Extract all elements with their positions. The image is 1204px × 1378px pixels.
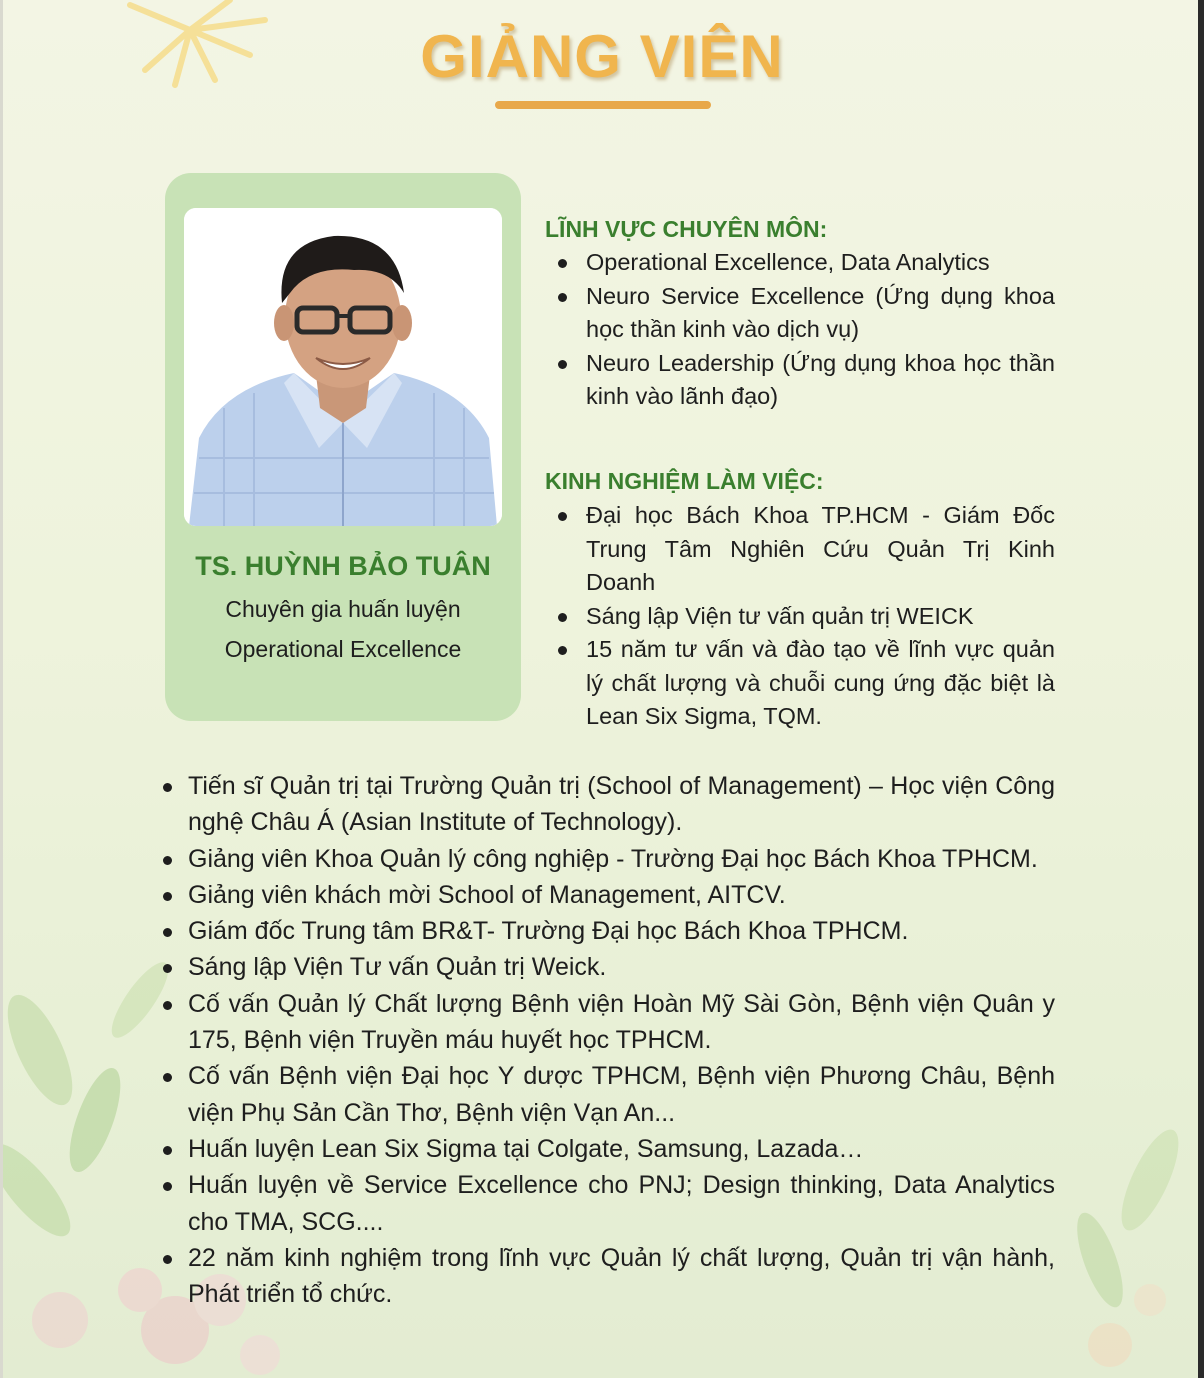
list-item: Giảng viên khách mời School of Management, AITCV.	[160, 877, 1055, 913]
lecturer-name: TS. HUỲNH BẢO TUÂN	[195, 551, 491, 581]
portrait-illustration	[184, 208, 502, 526]
title-underline	[495, 101, 711, 109]
right-edge	[1198, 0, 1204, 1378]
expertise-list	[557, 246, 1055, 414]
experience-heading: KINH NGHIỆM LÀM VIỆC:	[545, 468, 824, 494]
list-item: Giám đốc Trung tâm BR&T- Trường Đại học Bách Khoa TPHCM.	[160, 913, 1055, 949]
background-list	[160, 768, 1055, 1312]
list-item: Operational Excellence, Data Analytics	[557, 246, 1055, 280]
list-item: 22 năm kinh nghiệm trong lĩnh vực Quản lý chất lượng, Quản trị vận hành, Phát triển tổ chức.	[160, 1240, 1055, 1313]
list-item: Đại học Bách Khoa TP.HCM - Giám Đốc Trung Tâm Nghiên Cứu Quản Trị Kinh Doanh	[557, 499, 1055, 600]
left-edge	[0, 0, 3, 1378]
list-item: Neuro Leadership (Ứng dụng khoa học thần kinh vào lãnh đạo)	[557, 347, 1055, 414]
list-item: Sáng lập Viện tư vấn quản trị WEICK	[557, 600, 1055, 634]
profile-card	[165, 173, 521, 721]
page-title: GIẢNG VIÊN	[420, 23, 784, 90]
list-item: Cố vấn Bệnh viện Đại học Y dược TPHCM, Bệnh viện Phương Châu, Bệnh viện Phụ Sản Cần Thơ, Bệnh viện Vạn An...	[160, 1058, 1055, 1131]
list-item: Cố vấn Quản lý Chất lượng Bệnh viện Hoàn Mỹ Sài Gòn, Bệnh viện Quân y 175, Bệnh viện Truyền máu huyết học TPHCM.	[160, 986, 1055, 1059]
expertise-heading: LĨNH VỰC CHUYÊN MÔN:	[545, 216, 828, 242]
lecturer-role-line-1: Chuyên gia huấn luyện	[225, 596, 461, 622]
list-item: Tiến sĩ Quản trị tại Trường Quản trị (School of Management) – Học viện Công nghệ Châu Á (Asian Institute of Technology).	[160, 768, 1055, 841]
list-item: Huấn luyện Lean Six Sigma tại Colgate, Samsung, Lazada…	[160, 1131, 1055, 1167]
list-item: 15 năm tư vấn và đào tạo về lĩnh vực quản lý chất lượng và chuỗi cung ứng đặc biệt là Lean Six Sigma, TQM.	[557, 633, 1055, 734]
list-item: Neuro Service Excellence (Ứng dụng khoa học thần kinh vào dịch vụ)	[557, 280, 1055, 347]
lecturer-role-line-2: Operational Excellence	[224, 636, 462, 662]
list-item: Sáng lập Viện Tư vấn Quản trị Weick.	[160, 949, 1055, 985]
lecturer-photo	[184, 208, 502, 526]
list-item: Giảng viên Khoa Quản lý công nghiệp - Trường Đại học Bách Khoa TPHCM.	[160, 841, 1055, 877]
experience-list	[557, 499, 1055, 734]
list-item: Huấn luyện về Service Excellence cho PNJ; Design thinking, Data Analytics cho TMA, SCG....	[160, 1167, 1055, 1240]
